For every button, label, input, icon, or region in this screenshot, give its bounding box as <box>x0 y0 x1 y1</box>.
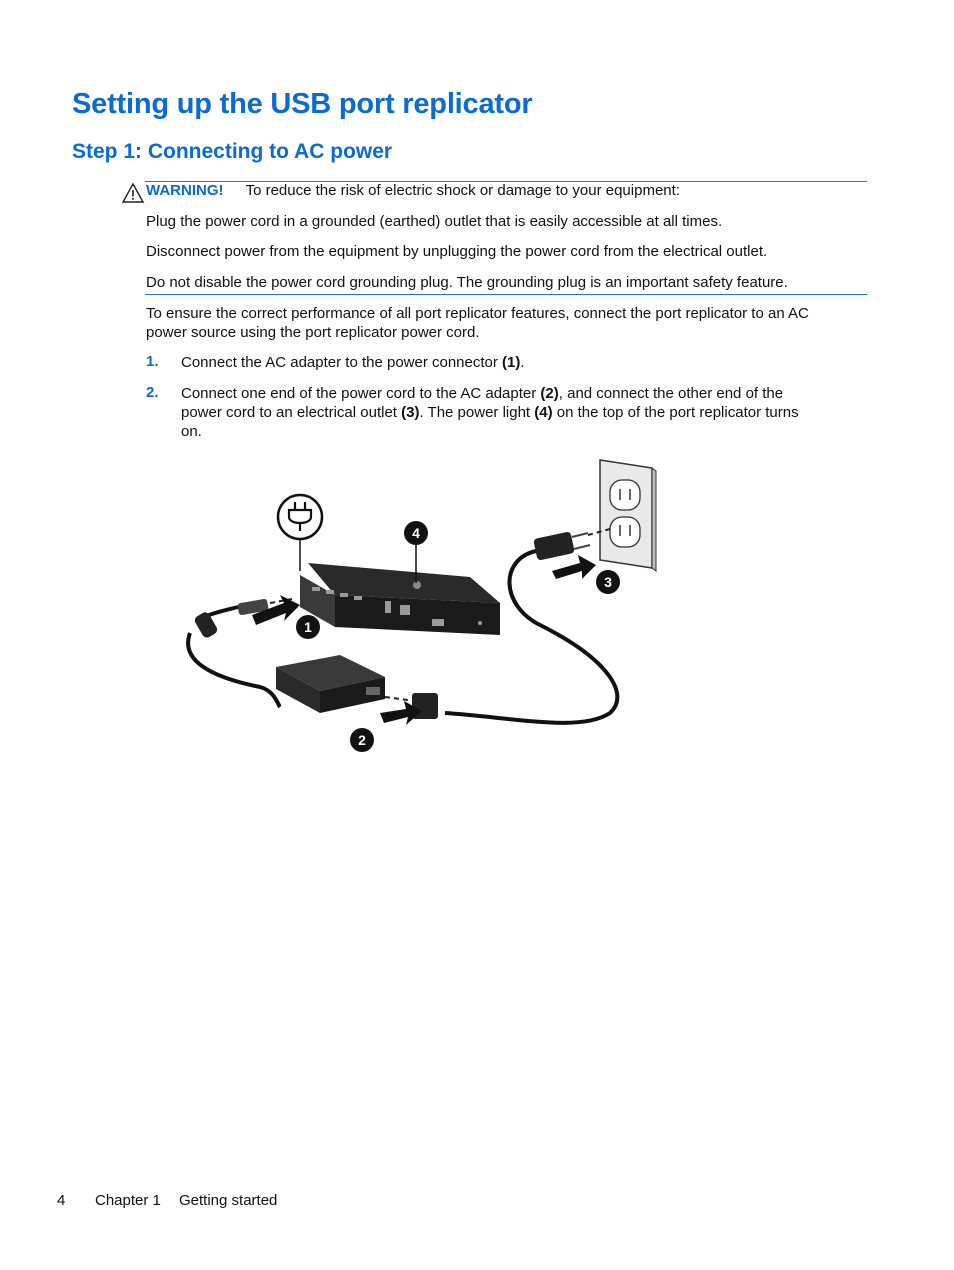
page-number: 4 <box>57 1192 66 1209</box>
callout-number: 1 <box>304 619 312 635</box>
callout-ref: (2) <box>540 385 559 402</box>
callout-ref: (1) <box>502 354 521 371</box>
footer-chapter: Chapter 1 <box>95 1192 161 1209</box>
intro-line: power source using the port replicator power cord. <box>146 324 480 341</box>
step-number: 1. <box>146 353 159 370</box>
callout-4 <box>404 521 428 545</box>
step-text-part: . <box>520 354 525 371</box>
callout-number: 4 <box>412 525 420 541</box>
ac-plug <box>533 529 610 561</box>
step-text-part: on the top of the port replicator turns <box>552 404 799 421</box>
step-text-part: Connect the AC adapter to the power connector <box>181 354 503 371</box>
warning-intro <box>146 181 680 200</box>
step-text-part: power cord to an electrical outlet <box>181 404 402 421</box>
callout-ref: (3) <box>401 404 420 421</box>
step-text-part: Connect one end of the power cord to the AC adapter <box>181 385 541 402</box>
step-text <box>181 403 799 422</box>
ac-adapter <box>276 655 385 713</box>
warning-item: Plug the power cord in a grounded (earthed) outlet that is easily accessible at all times. <box>146 213 723 230</box>
step-text <box>181 384 783 403</box>
footer-chapter-title: Getting started <box>179 1192 278 1209</box>
callout-ref: (4) <box>534 404 553 421</box>
step-text-part: , and connect the other end of the <box>558 385 784 402</box>
warning-label: WARNING! <box>146 182 224 199</box>
wall-outlet <box>600 460 656 571</box>
callout-number: 2 <box>358 732 366 748</box>
callout-1 <box>296 615 320 639</box>
port-replicator <box>300 563 500 635</box>
step-text <box>181 353 525 372</box>
section-title: Step 1: Connecting to AC power <box>72 140 393 163</box>
arrow-icon <box>552 555 596 579</box>
power-connector-symbol-icon <box>278 495 322 571</box>
step-text-part: . The power light <box>419 404 535 421</box>
page-title: Setting up the USB port replicator <box>72 88 533 120</box>
callout-3 <box>596 570 620 594</box>
callout-number: 3 <box>604 574 612 590</box>
warning-triangle-icon <box>122 183 144 203</box>
port-replicator-illustration <box>180 455 660 755</box>
warning-item: Disconnect power from the equipment by unplugging the power cord from the electrical outlet. <box>146 243 768 260</box>
warning-intro-text: To reduce the risk of electric shock or damage to your equipment: <box>245 182 680 199</box>
step-number: 2. <box>146 384 159 401</box>
callout-2 <box>350 728 374 752</box>
intro-line: To ensure the correct performance of all port replicator features, connect the port replicator to an AC <box>146 305 809 322</box>
warning-item: Do not disable the power cord grounding plug. The grounding plug is an important safety feature. <box>146 274 788 291</box>
step-text: on. <box>181 423 202 440</box>
